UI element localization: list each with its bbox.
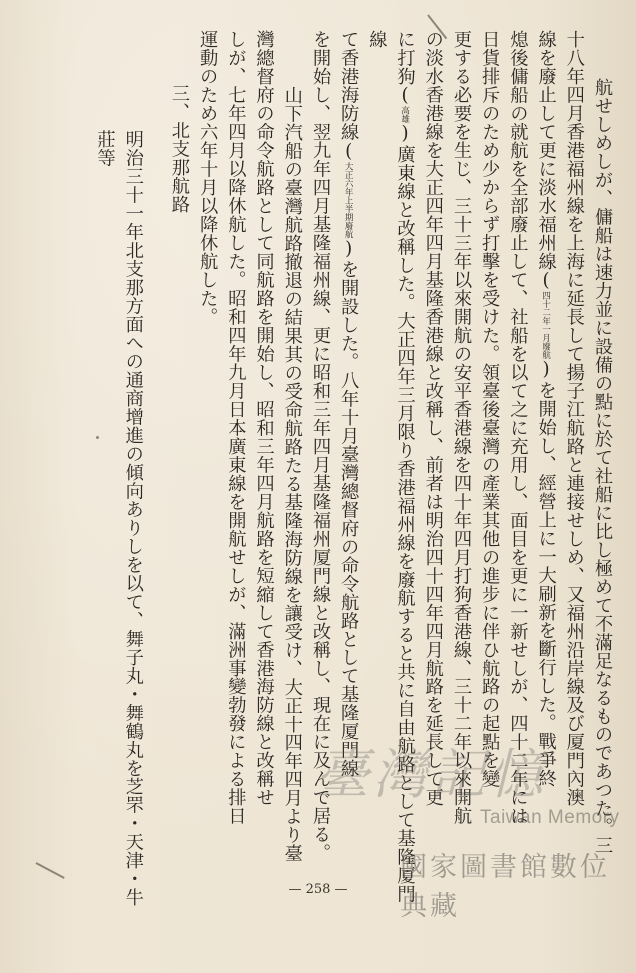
paper-mark [96, 436, 99, 439]
watermark [305, 743, 625, 922]
body-line-text: 廣東線と改稱した。大正四年三月限り香港福州線を廢航すると共に自由航路として基隆厦門線 [366, 30, 416, 903]
body-line: 運動のため六年十月以降休航した。 [197, 30, 219, 326]
body-line: を開始し、翌九年四月基隆福州線、更に昭和三年四月基隆福州厦門線と改稱し、現在に及んで居る。 [309, 30, 331, 863]
body-line-text: に打狗 [394, 30, 416, 86]
body-line: 明治三十一年北支那方面への通商增進の傾向ありしを以て、舞子丸・舞鶴丸を芝罘・天津・牛莊等 [94, 130, 144, 907]
body-line: 山下汽船の臺灣航路撤退の結果其の受命航路たる基隆海防線を讓受け、大正十四年四月より臺 [281, 86, 303, 863]
body-line: 更する必要を生じ、三十三年以來開航の安平香港線を四十年四月打狗香港線、三十二年以來開航 [450, 30, 472, 826]
body-line: 灣總督府の命令航路として同航路を開始し、昭和三年四月航路を短縮して香港海防線と改稱せ [253, 30, 275, 807]
watermark-library-name: 國家圖書館數位典藏 [400, 852, 610, 922]
watermark-calligraphy: 臺灣記憶 [315, 743, 547, 806]
body-line: しが、七年四月以降休航した。昭和四年九月日本廣東線を開航せしが、滿洲事變勃發による排日 [225, 30, 247, 826]
body-line-text: て香港海防線 [338, 30, 360, 141]
inline-note: (大正六年上半期廢航) [338, 140, 360, 260]
body-line: 航せしめしが、傭船は速力並に設備の點に於て社船に比し極めて不滿足なるものであつた。三 [592, 78, 613, 855]
inline-note: (四十二年一月廢航) [535, 270, 557, 381]
watermark-english: Taiwan Memory [480, 807, 620, 828]
body-line: 十八年四月香港福州線を上海に延長して揚子江航路と連接せしめ、又福州沿岸線及び厦門內澳 [563, 30, 585, 807]
inline-note: (高雄) [394, 85, 416, 145]
body-line: の淡水香港線を大正四年四月基隆香港線と改稱し、前者は明治四十四年四月航路を延長して更 [422, 30, 444, 807]
body-line: 熄後傭船の就航を全部廢止して、社船を以て之に充用し、面目を更に一新せしが、四十二年には [507, 30, 529, 826]
inline-note-text: 四十二年一月廢航 [540, 291, 551, 360]
page-number: — 258 — [288, 882, 348, 897]
inline-note-text: 高雄 [399, 106, 410, 124]
body-line-text: 線を廢止して更に淡水福州線 [535, 30, 557, 271]
body-line: 日貨排斥のため少からず打擊を受けた。領臺後臺灣の產業其他の進步に伴ひ航路の起點を變 [479, 30, 501, 789]
section-heading: 三、北支那航路 [168, 84, 190, 214]
inline-note-text: 大正六年上半期廢航 [343, 162, 354, 239]
body-line-text: を開設した。八年十月臺灣總督府の命令航路として基隆厦門線 [338, 259, 360, 778]
body-line-text: を開始し、經營上に一大刷新を斷行した。戰爭終 [535, 380, 557, 788]
